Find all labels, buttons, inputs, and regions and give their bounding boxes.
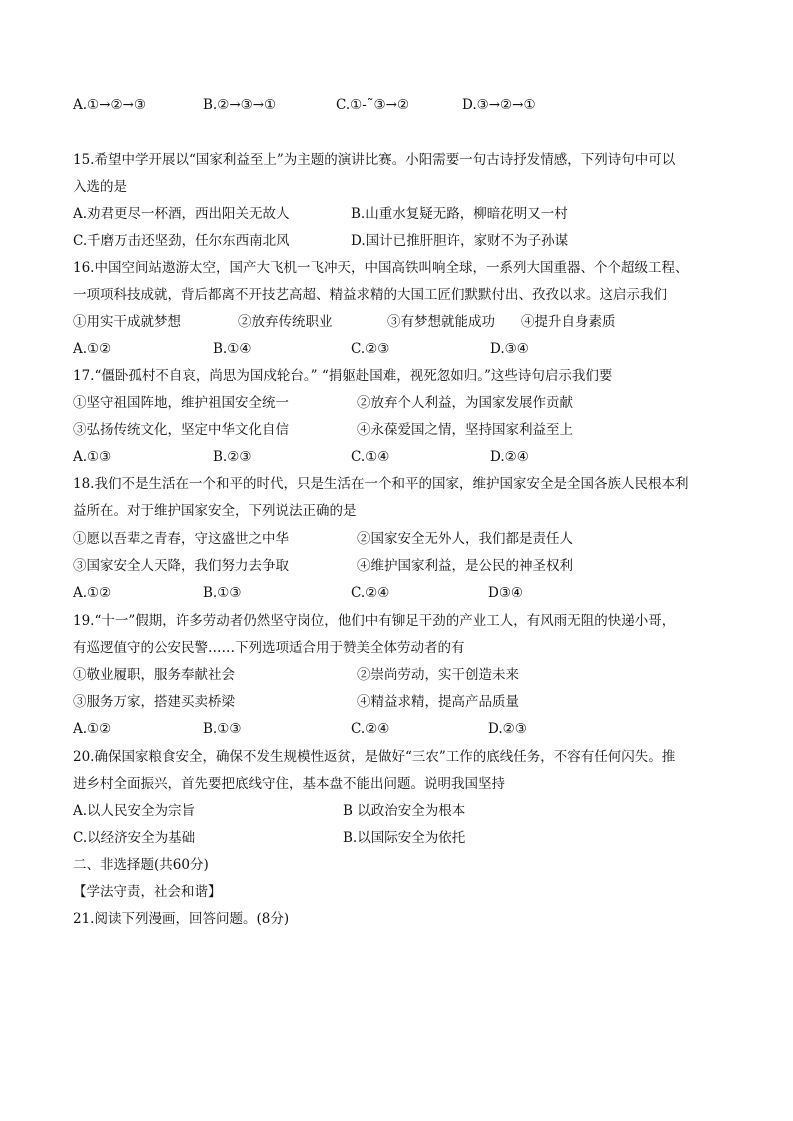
q19-statement-3: ③服务万家，搭建买卖桥梁 bbox=[73, 694, 235, 710]
q15-option-c: C.千磨万击还坚劲，任尔东西南北风 bbox=[73, 233, 290, 249]
q19-statement-4: ④精益求精，提高产品质量 bbox=[357, 694, 519, 710]
q16-option-d: D.③④ bbox=[490, 341, 529, 357]
q18-stem-line1: 18.我们不是生活在一个和平的时代，只是生活在一个和平的国家，维护国家安全是全国各族人民根本利 bbox=[73, 476, 689, 492]
q14-option-b: B.②→③→① bbox=[203, 97, 277, 113]
q19-statement-1: ①敬业履职，服务奉献社会 bbox=[73, 667, 235, 683]
q16-stem-line1: 16.中国空间站遨游太空，国产大飞机一飞冲天，中国高铁叫响全球，一系列大国重器、个个超级工程、 bbox=[73, 260, 689, 276]
q16-option-a: A.①② bbox=[73, 341, 112, 357]
q15-stem-line1: 15.希望中学开展以“国家利益至上”为主题的演讲比赛。小阳需要一句古诗抒发情感，下列诗句中可以 bbox=[73, 152, 676, 168]
section2-heading: 二、非选择题(共60分) bbox=[73, 857, 209, 873]
q16-statement-4: ④提升自身素质 bbox=[521, 314, 616, 330]
q16-statement-2: ②放弃传统职业 bbox=[238, 314, 333, 330]
q18-option-c: C.②④ bbox=[351, 585, 390, 601]
q18-statement-3: ③国家安全人天降，我们努力去争取 bbox=[73, 558, 289, 574]
section2-subheading: 【学法守责，社会和谐】 bbox=[73, 884, 222, 900]
q19-option-b: B.①③ bbox=[203, 721, 242, 737]
q16-stem-line2: 一项项科技成就，背后都离不开技艺高超、精益求精的大国工匠们默默付出、孜孜以求。这启示我们 bbox=[73, 287, 667, 303]
q17-option-c: C.①④ bbox=[351, 449, 390, 465]
q21-stem: 21.阅读下列漫画，回答问题。(8分) bbox=[73, 911, 290, 927]
q14-option-d: D.③→②→① bbox=[462, 97, 536, 113]
q14-option-a: A.①→②→③ bbox=[73, 97, 146, 113]
q20-option-b: B 以政治安全为根本 bbox=[343, 803, 466, 819]
q15-option-b: B.山重水复疑无路，柳暗花明又一村 bbox=[351, 206, 568, 222]
q18-stem-line2: 益所在。对于维护国家安全，下列说法正确的是 bbox=[73, 503, 357, 519]
q17-stem-line1: 17.“僵卧孤村不自哀，尚思为国戍轮台。” “捐躯赴国难，视死忽如归。”这些诗句启示我们要 bbox=[73, 368, 613, 384]
q17-option-b: B.②③ bbox=[213, 449, 252, 465]
q19-statement-2: ②崇尚劳动，实干创造未来 bbox=[357, 667, 519, 683]
q15-option-d: D.国计已推肝胆许，家财不为子孙谋 bbox=[351, 233, 569, 249]
q19-option-a: A.①② bbox=[73, 721, 112, 737]
q17-statement-4: ④永葆爱国之情，坚持国家利益至上 bbox=[357, 422, 573, 438]
q20-option-c: C.以经济安全为基础 bbox=[73, 830, 196, 846]
q17-statement-1: ①坚守祖国阵地，维护祖国安全统一 bbox=[73, 395, 289, 411]
q20-option-a: A.以人民安全为宗旨 bbox=[73, 803, 196, 819]
q18-option-d: D③④ bbox=[488, 585, 524, 601]
q19-option-d: D.②③ bbox=[488, 721, 527, 737]
q20-option-d: B.以国际安全为依托 bbox=[343, 830, 466, 846]
q17-statement-2: ②放弃个人利益，为国家发展作贡献 bbox=[357, 395, 573, 411]
q18-statement-2: ②国家安全无外人，我们都是责任人 bbox=[357, 531, 573, 547]
q16-option-c: C.②③ bbox=[351, 341, 390, 357]
q19-stem-line1: 19.“十一”假期，许多劳动者仍然坚守岗位，他们中有铆足干劲的产业工人，有风雨无阻的快递小哥， bbox=[73, 613, 676, 629]
q16-statement-3: ③有梦想就能成功 bbox=[387, 314, 495, 330]
q17-statement-3: ③弘扬传统文化，坚定中华文化自信 bbox=[73, 422, 289, 438]
q18-statement-1: ①愿以吾辈之青春，守这盛世之中华 bbox=[73, 531, 289, 547]
q14-option-c: C.①-˜③→② bbox=[336, 97, 410, 113]
q17-option-a: A.①③ bbox=[73, 449, 112, 465]
q17-option-d: D.②④ bbox=[490, 449, 529, 465]
q15-option-a: A.劝君更尽一杯酒，西出阳关无故人 bbox=[73, 206, 290, 222]
q20-stem-line1: 20.确保国家粮食安全，确保不发生规模性返贫，是做好“三农”工作的底线任务，不容有任何闪失。推 bbox=[73, 749, 676, 765]
q18-option-a: A.①② bbox=[73, 585, 112, 601]
q16-statement-1: ①用实干成就梦想 bbox=[73, 314, 181, 330]
q15-stem-line2: 入选的是 bbox=[73, 179, 127, 195]
q18-statement-4: ④维护国家利益，是公民的神圣权利 bbox=[357, 558, 573, 574]
q19-option-c: C.②④ bbox=[351, 721, 390, 737]
q19-stem-line2: 有巡逻值守的公安民警……下列选项适合用于赞美全体劳动者的有 bbox=[73, 640, 465, 656]
q20-stem-line2: 进乡村全面振兴，首先要把底线守住，基本盘不能出问题。说明我国坚持 bbox=[73, 776, 505, 792]
q16-option-b: B.①④ bbox=[213, 341, 252, 357]
q18-option-b: B.①③ bbox=[203, 585, 242, 601]
